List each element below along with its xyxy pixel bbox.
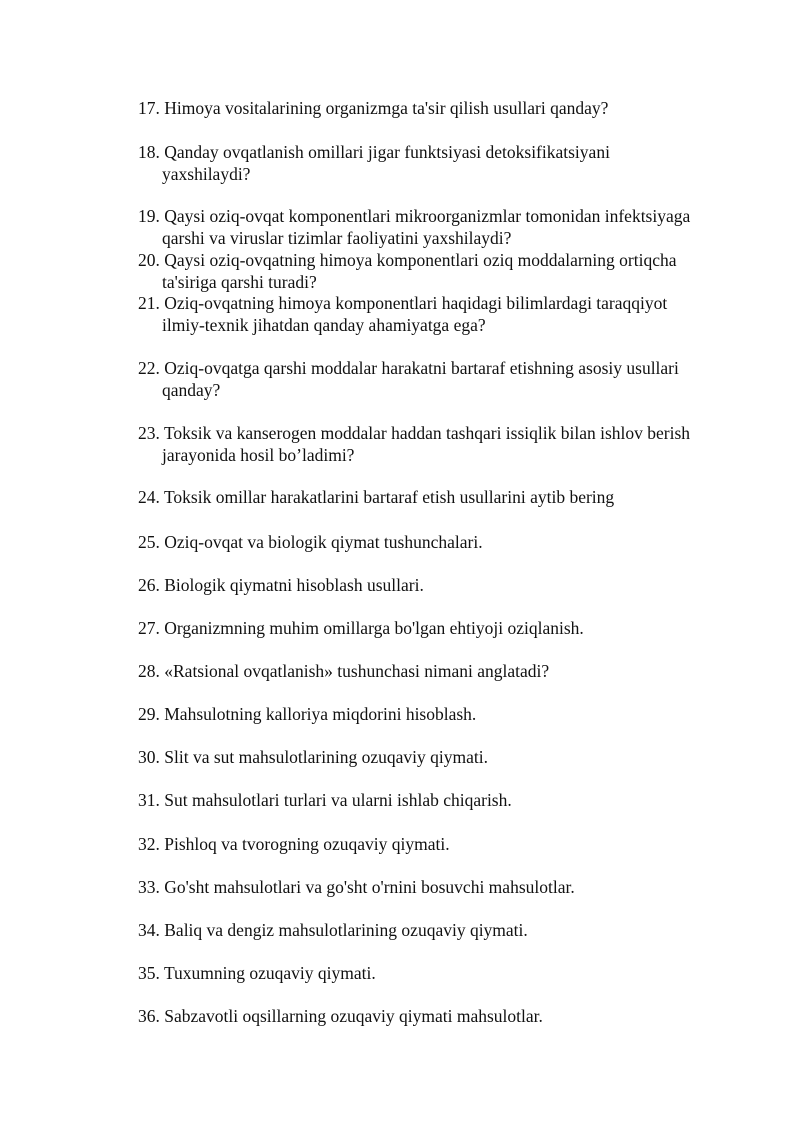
question-text: Oziq-ovqatning himoya komponentlari haqidagi bilimlardagi taraqqiyot: [164, 293, 668, 313]
question-text: Sut mahsulotlari turlari va ularni ishlab chiqarish.: [164, 790, 512, 810]
question-number: 30.: [138, 747, 160, 767]
question-18: [138, 141, 738, 185]
question-text: Qaysi oziq-ovqat komponentlari mikroorganizmlar tomonidan infektsiyaga: [164, 206, 691, 226]
question-number: 20.: [138, 250, 160, 270]
question-24: [138, 486, 738, 508]
question-text-continued: jarayonida hosil bo’ladimi?: [162, 445, 355, 465]
question-27: [138, 617, 738, 639]
question-23: [138, 422, 738, 466]
question-number: 24.: [138, 487, 160, 507]
question-31: [138, 789, 738, 811]
question-29: [138, 703, 738, 725]
question-36: [138, 1005, 738, 1027]
question-22: [138, 357, 738, 401]
question-number: 31.: [138, 790, 160, 810]
question-17: [138, 97, 738, 119]
question-text: Pishloq va tvorogning ozuqaviy qiymati.: [164, 834, 450, 854]
question-text: Himoya vositalarining organizmga ta'sir qilish usullari qanday?: [164, 98, 609, 118]
question-text: Toksik omillar harakatlarini bartaraf etish usullarini aytib bering: [163, 487, 615, 507]
question-text: Sabzavotli oqsillarning ozuqaviy qiymati mahsulotlar.: [164, 1006, 543, 1026]
question-text-continued: yaxshilaydi?: [162, 164, 251, 184]
question-19: [138, 205, 738, 249]
question-28: [138, 660, 738, 682]
question-26: [138, 574, 738, 596]
question-number: 36.: [138, 1006, 160, 1026]
question-number: 29.: [138, 704, 160, 724]
question-number: 23.: [138, 423, 160, 443]
question-number: 26.: [138, 575, 160, 595]
question-text: Mahsulotning kalloriya miqdorini hisoblash.: [164, 704, 477, 724]
question-25: [138, 531, 738, 553]
question-text-continued: ta'siriga qarshi turadi?: [162, 272, 317, 292]
question-number: 19.: [138, 206, 160, 226]
question-text-continued: qanday?: [162, 380, 221, 400]
question-text-continued: ilmiy-texnik jihatdan qanday ahamiyatga ega?: [162, 315, 486, 335]
question-21: [138, 292, 738, 336]
question-number: 25.: [138, 532, 160, 552]
question-text: Go'sht mahsulotlari va go'sht o'rnini bosuvchi mahsulotlar.: [164, 877, 575, 897]
question-text: Toksik va kanserogen moddalar haddan tashqari issiqlik bilan ishlov berish: [163, 423, 691, 443]
question-text: Baliq va dengiz mahsulotlarining ozuqaviy qiymati.: [164, 920, 528, 940]
question-number: 21.: [138, 293, 160, 313]
question-35: [138, 962, 738, 984]
question-32: [138, 833, 738, 855]
question-text: Oziq-ovqat va biologik qiymat tushunchalari.: [164, 532, 483, 552]
question-text: Tuxumning ozuqaviy qiymati.: [163, 963, 376, 983]
question-text: Oziq-ovqatga qarshi moddalar harakatni bartaraf etishning asosiy usullari: [164, 358, 679, 378]
question-number: 33.: [138, 877, 160, 897]
question-number: 32.: [138, 834, 160, 854]
question-number: 22.: [138, 358, 160, 378]
question-text: Organizmning muhim omillarga bo'lgan ehtiyoji oziqlanish.: [164, 618, 584, 638]
question-text: Biologik qiymatni hisoblash usullari.: [164, 575, 424, 595]
question-34: [138, 919, 738, 941]
question-text-continued: qarshi va viruslar tizimlar faoliyatini yaxshilaydi?: [162, 228, 512, 248]
question-number: 35.: [138, 963, 160, 983]
question-number: 28.: [138, 661, 160, 681]
question-number: 17.: [138, 98, 160, 118]
question-text: Slit va sut mahsulotlarining ozuqaviy qiymati.: [164, 747, 488, 767]
question-number: 34.: [138, 920, 160, 940]
question-text: «Ratsional ovqatlanish» tushunchasi nimani anglatadi?: [164, 661, 550, 681]
question-33: [138, 876, 738, 898]
question-text: Qanday ovqatlanish omillari jigar funktsiyasi detoksifikatsiyani: [164, 142, 610, 162]
question-number: 27.: [138, 618, 160, 638]
question-30: [138, 746, 738, 768]
question-20: [138, 249, 738, 293]
question-text: Qaysi oziq-ovqatning himoya komponentlari oziq moddalarning ortiqcha: [164, 250, 677, 270]
question-number: 18.: [138, 142, 160, 162]
